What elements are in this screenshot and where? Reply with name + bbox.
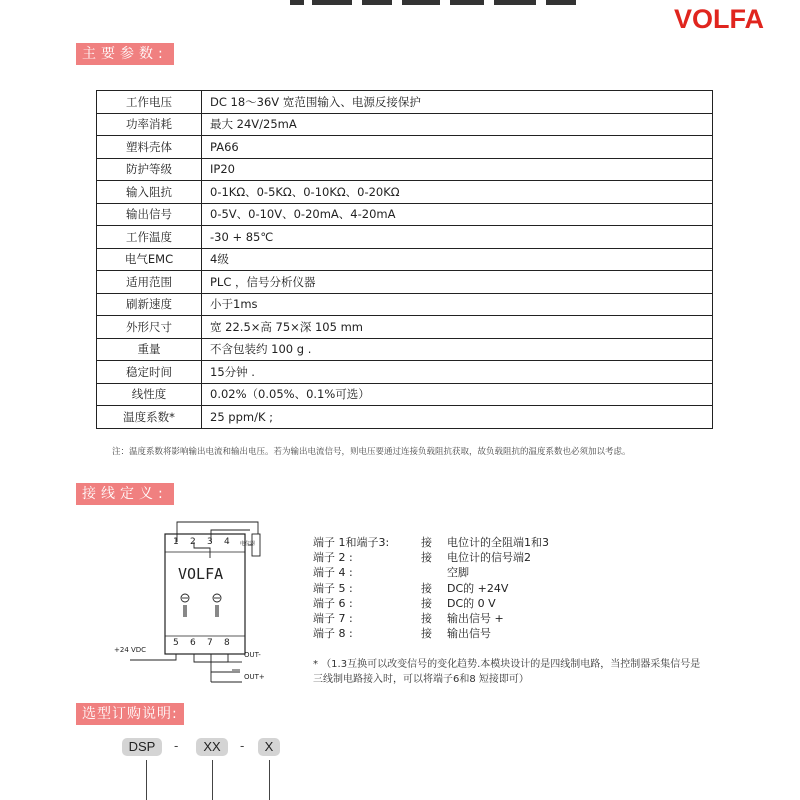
terminal-desc: 电位计的全阻端1和3	[447, 536, 549, 549]
order-separator: -	[240, 738, 245, 753]
terminal-name: 端子 7 :	[313, 611, 353, 625]
terminal-desc: 电位计的信号端2	[447, 551, 531, 565]
out-minus-label: OUT-	[244, 651, 261, 659]
terminal-action: 接	[421, 611, 432, 625]
top-terminal-3: 3	[207, 537, 213, 547]
param-value: IP20	[202, 158, 713, 181]
param-key: 塑料壳体	[97, 136, 202, 159]
param-row	[97, 226, 713, 249]
trim-label-mark	[215, 605, 219, 617]
param-row	[97, 271, 713, 294]
param-key: 工作电压	[97, 91, 202, 114]
terminal-desc: 输出信号 +	[447, 611, 504, 625]
brand-logo: VOLFA	[674, 4, 765, 34]
param-key: 重量	[97, 338, 202, 361]
param-value: PLC ，信号分析仪器	[202, 271, 713, 294]
param-key: 外形尺寸	[97, 316, 202, 339]
param-value: 25 ppm/K ;	[202, 406, 713, 429]
terminal-desc: 输出信号	[447, 627, 491, 641]
param-key: 电气EMC	[97, 248, 202, 271]
terminal-name: 端子 8 :	[313, 627, 353, 641]
bottom-terminal-5: 5	[173, 638, 179, 648]
bottom-terminal-6: 6	[190, 638, 196, 648]
param-key: 线性度	[97, 383, 202, 406]
footnote-line-1: * （1.3互换可以改变信号的变化趋势.本模块设计的是四线制电路，当控制器采集信号是	[313, 659, 701, 670]
param-value: 15分钟 .	[202, 361, 713, 384]
terminal-name: 端子 6 :	[313, 596, 353, 610]
terminal-desc: DC的 +24V	[447, 581, 509, 595]
params-section-title: 主要参数:	[76, 43, 174, 65]
trim-label-mark	[183, 605, 187, 617]
order-part-range: XX	[196, 738, 228, 756]
param-key: 防护等级	[97, 158, 202, 181]
wiring-diagram	[110, 512, 290, 696]
param-row	[97, 181, 713, 204]
param-key: 输入阻抗	[97, 181, 202, 204]
order-part-output: X	[258, 738, 280, 756]
param-key: 刷新速度	[97, 293, 202, 316]
param-row	[97, 203, 713, 226]
temperature-note: 注：温度系数将影响输出电流和输出电压。若为输出电流信号，则电压要通过连接负载阻抗获取，故负载阻抗的温度系数也必须加以考虑。	[112, 447, 631, 457]
order-leader-line	[212, 760, 213, 800]
wire-terminal-5	[130, 654, 176, 660]
bottom-terminal-8: 8	[224, 638, 230, 648]
param-row	[97, 248, 713, 271]
terminal-name: 端子 4 :	[313, 566, 353, 580]
param-row	[97, 293, 713, 316]
param-row	[97, 158, 713, 181]
param-key: 输出信号	[97, 203, 202, 226]
terminal-desc: 空脚	[447, 566, 469, 580]
module-brand: VOLFA	[178, 565, 224, 583]
param-row	[97, 361, 713, 384]
pot-symbol: 电位器	[240, 541, 256, 547]
supply-label: +24 VDC	[114, 646, 147, 654]
terminal-action: 接	[421, 596, 432, 610]
footnote-line-2: 三线制电路接入时，可以将端子6和8 短接即可）	[313, 674, 529, 685]
param-value: 0.02%（0.05%、0.1%可选）	[202, 383, 713, 406]
param-row	[97, 113, 713, 136]
wiring-diagram-svg	[110, 512, 290, 692]
param-value: 0-1KΩ、0-5KΩ、0-10KΩ、0-20KΩ	[202, 181, 713, 204]
wiring-section-title: 接线定义:	[76, 483, 174, 505]
terminal-action: 接	[421, 551, 432, 565]
order-leader-line	[269, 760, 270, 800]
param-key: 功率消耗	[97, 113, 202, 136]
param-key: 工作温度	[97, 226, 202, 249]
order-section-title: 选型订购说明:	[76, 703, 184, 725]
terminal-desc: DC的 0 V	[447, 596, 496, 610]
param-row	[97, 91, 713, 114]
top-terminal-1: 1	[173, 537, 179, 547]
param-value: 小于1ms	[202, 293, 713, 316]
top-terminal-2: 2	[190, 537, 196, 547]
params-table	[96, 90, 713, 429]
order-part-series: DSP	[122, 738, 162, 756]
terminal-action: 接	[421, 581, 432, 595]
order-separator: -	[174, 738, 179, 753]
out-plus-label: OUT+	[244, 673, 265, 681]
param-value: 不含包装约 100 g .	[202, 338, 713, 361]
terminal-action: 接	[421, 627, 432, 641]
terminal-action: 接	[421, 536, 432, 549]
bottom-terminal-7: 7	[207, 638, 213, 648]
terminal-name: 端子 5 :	[313, 581, 353, 595]
param-value: -30 + 85℃	[202, 226, 713, 249]
param-row	[97, 383, 713, 406]
wiring-footnote	[313, 657, 700, 687]
param-value: DC 18～36V 宽范围输入、电源反接保护	[202, 91, 713, 114]
param-value: 4级	[202, 248, 713, 271]
param-row	[97, 136, 713, 159]
wire-terminal-7	[211, 654, 240, 672]
top-terminal-4: 4	[224, 537, 230, 547]
param-row	[97, 406, 713, 429]
order-leader-line	[146, 760, 147, 800]
param-value: 0-5V、0-10V、0-20mA、4-20mA	[202, 203, 713, 226]
param-value: 最大 24V/25mA	[202, 113, 713, 136]
param-value: PA66	[202, 136, 713, 159]
cropped-title-strip	[290, 0, 590, 6]
param-key: 适用范围	[97, 271, 202, 294]
terminal-name: 端子 2 :	[313, 551, 353, 565]
param-key: 稳定时间	[97, 361, 202, 384]
terminal-name: 端子 1和端子3:	[313, 536, 390, 549]
param-row	[97, 316, 713, 339]
param-value: 宽 22.5×高 75×深 105 mm	[202, 316, 713, 339]
param-key: 温度系数*	[97, 406, 202, 429]
param-row	[97, 338, 713, 361]
